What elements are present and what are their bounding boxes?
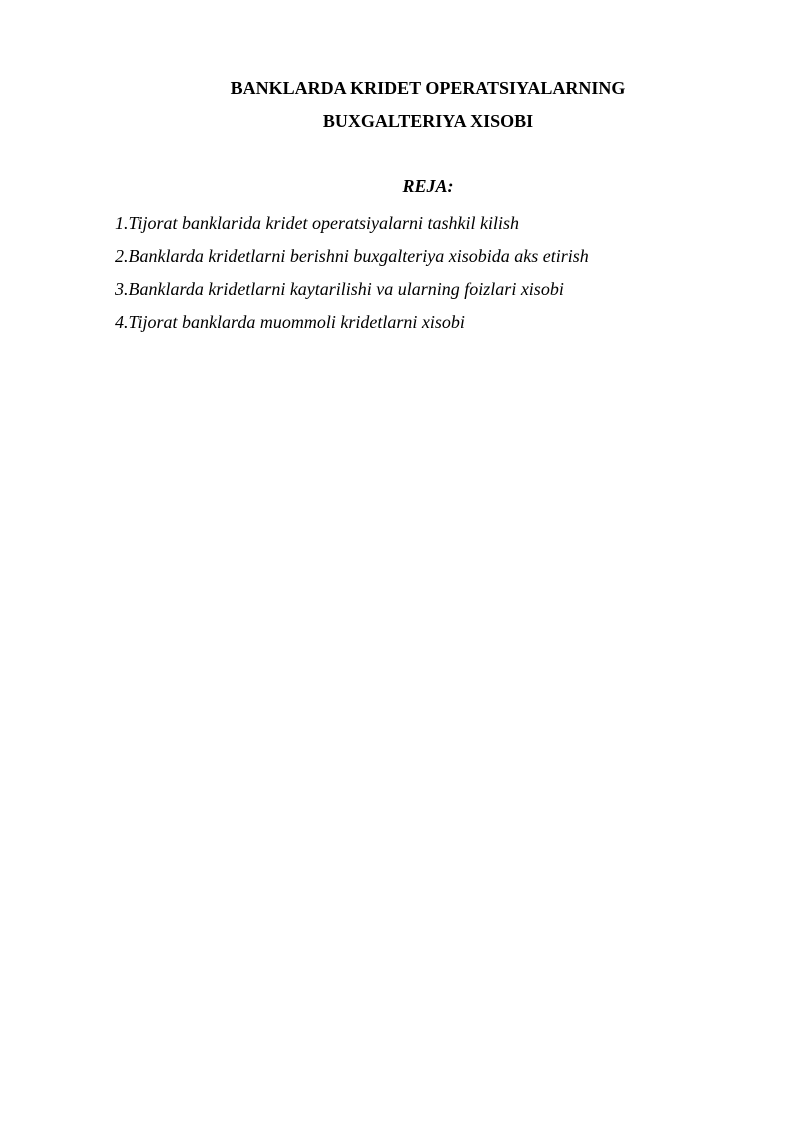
plan-item-4: 4.Tijorat banklarda muommoli kridetlarni xisobi [115, 312, 465, 332]
plan-item-2: 2.Banklarda kridetlarni berishni buxgalteriya xisobida aks etirish [115, 246, 589, 266]
plan-item-1: 1.Tijorat banklarida kridet operatsiyalarni tashkil kilish [115, 213, 519, 233]
document-title-line-2: BUXGALTERIYA XISOBI [322, 111, 534, 131]
plan-item-3: 3.Banklarda kridetlarni kaytarilishi va ularning foizlari xisobi [115, 279, 564, 299]
plan-heading: REJA: [402, 176, 454, 196]
document-title-line-1: BANKLARDA KRIDET OPERATSIYALARNING [230, 78, 626, 98]
plan-list [115, 207, 735, 339]
